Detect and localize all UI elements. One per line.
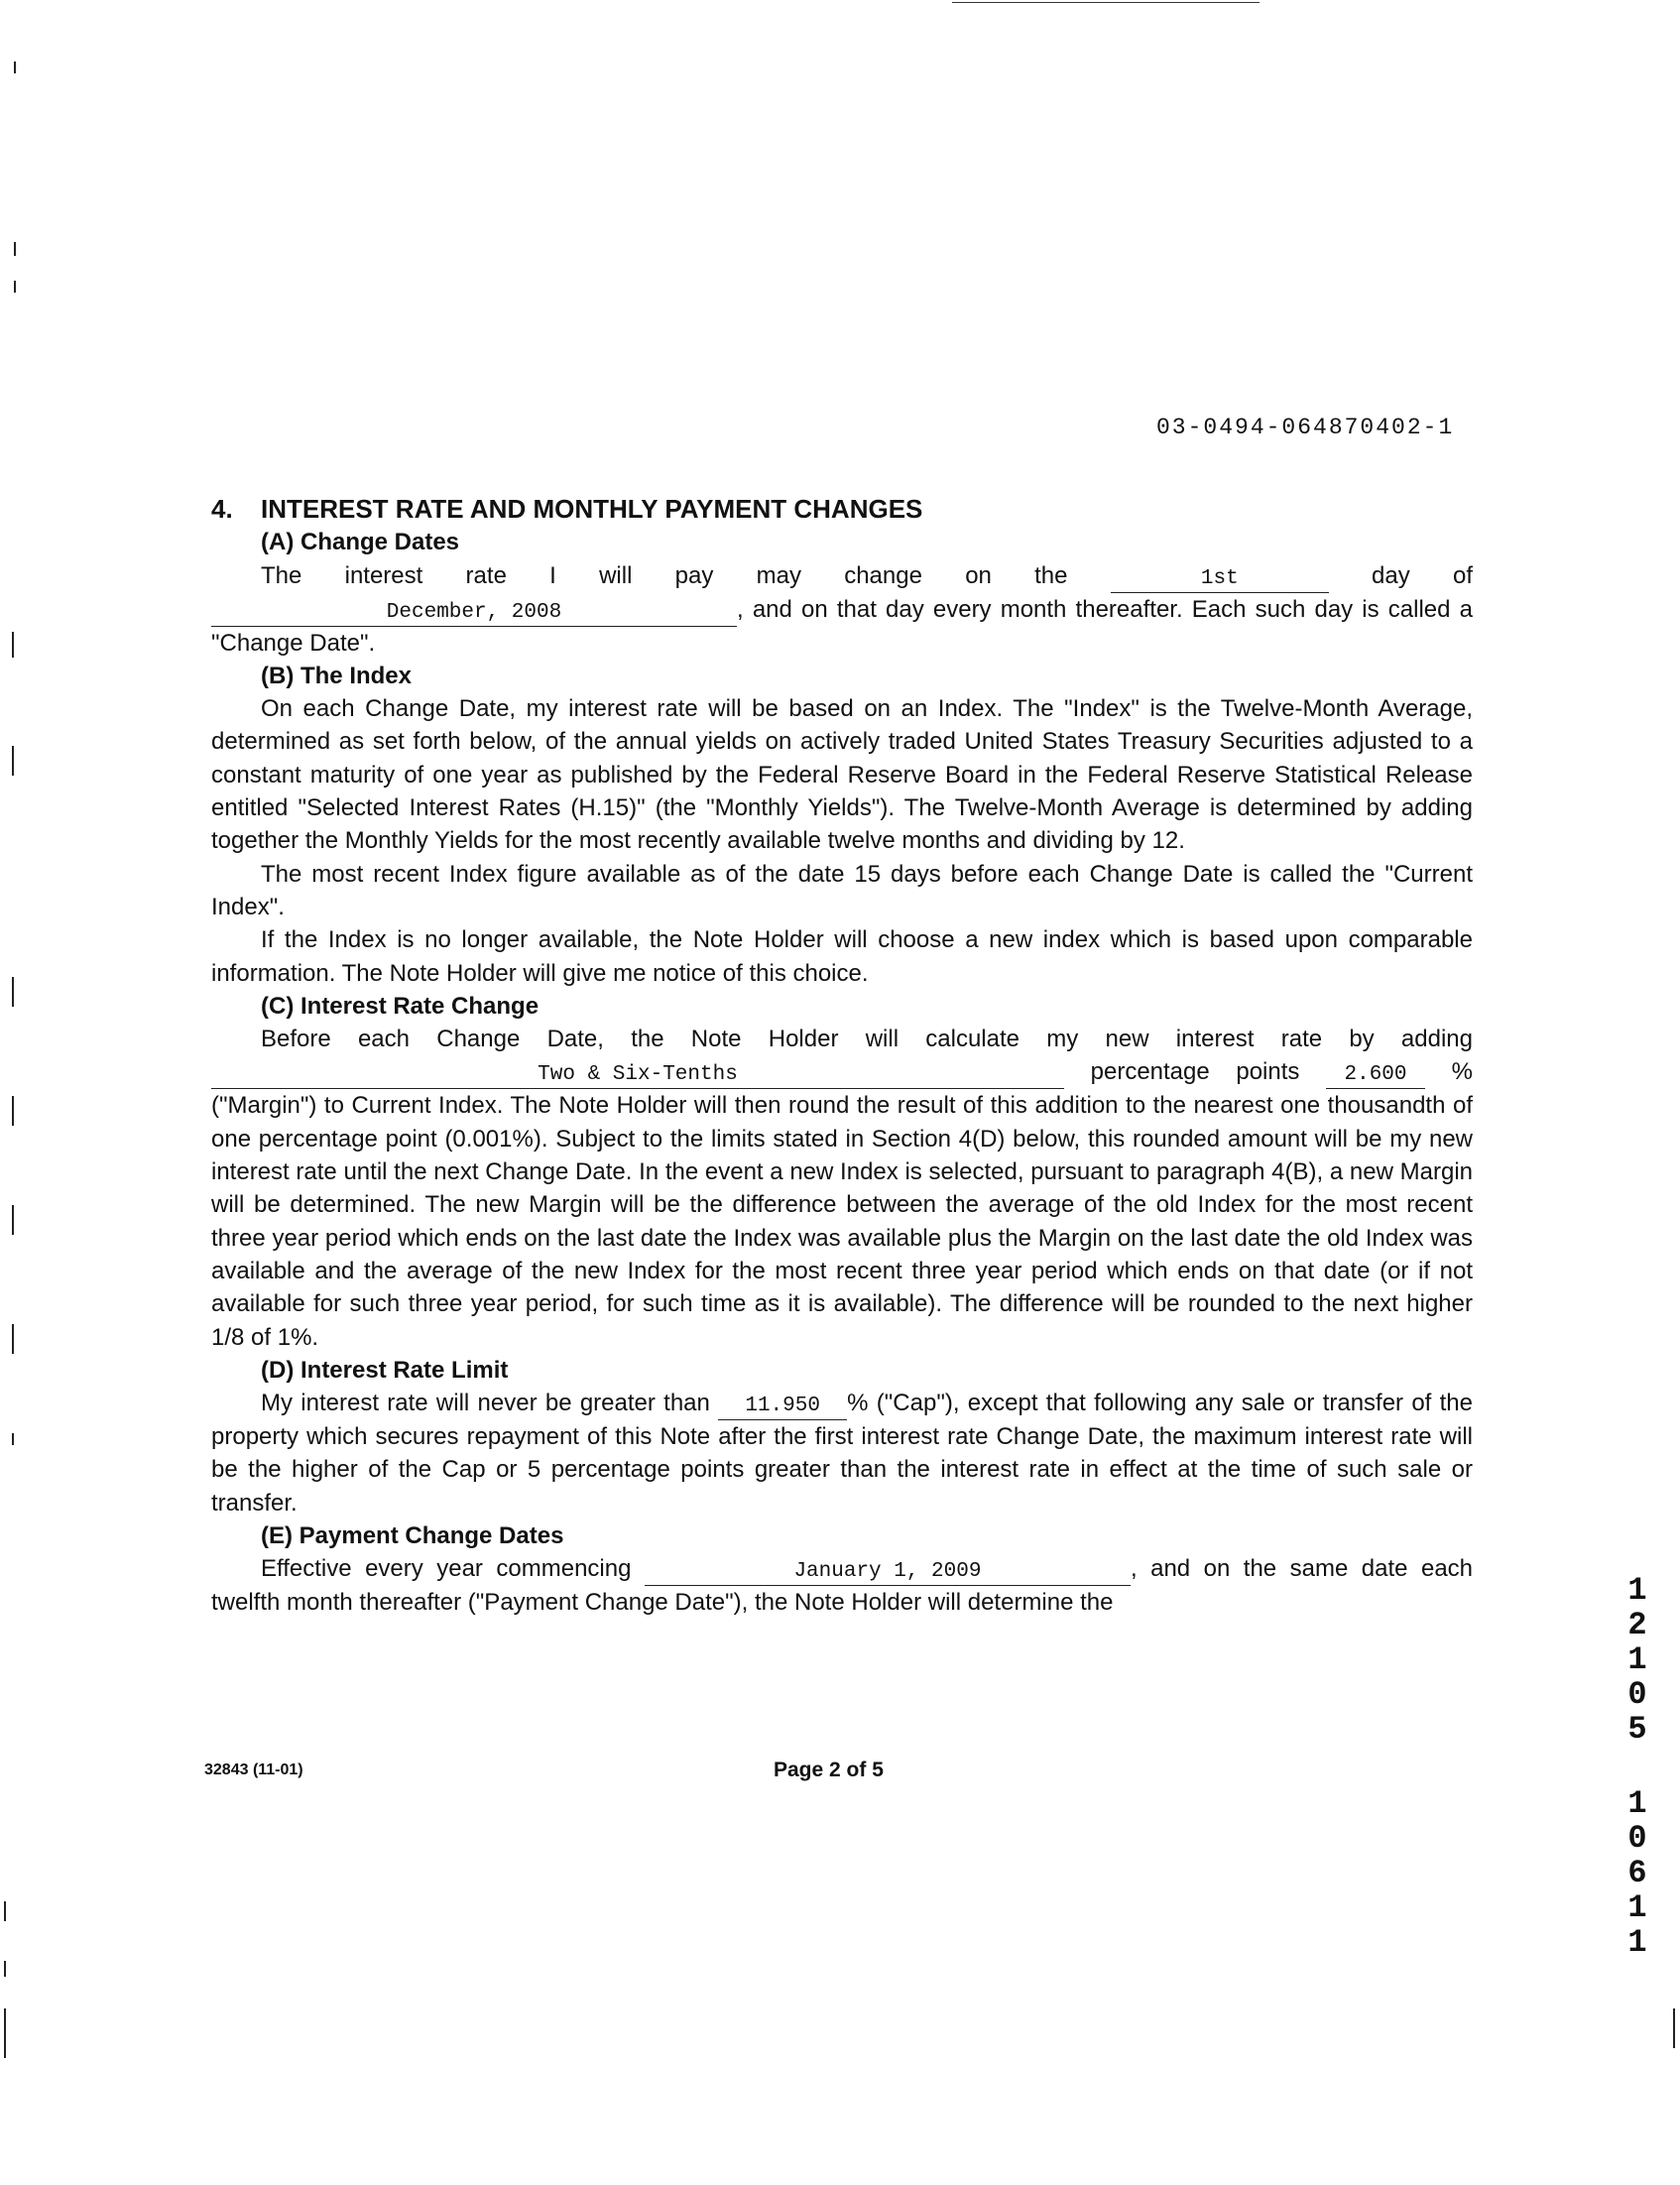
index-heading: (B) The Index xyxy=(261,662,413,689)
side-stamp xyxy=(1622,1573,1652,1960)
note-section-content xyxy=(211,493,1473,1620)
index-paragraph-2: The most recent Index figure available as of the date 15 days before each Change Date is called the "Current Index". xyxy=(211,860,1473,920)
scan-mark xyxy=(14,242,16,256)
scan-mark xyxy=(12,1096,14,1126)
index-paragraph-1: On each Change Date, my interest rate will be based on an Index. The "Index" is the Twelve-Month Average, determined as set forth below, of the annual yields on actively traded United States Treasury Securities adjusted to a constant maturity of one year as published by the Federal Reserve Board in the Federal Reserve Statistical Release entitled "Selected Interest Rates (H.15)" (the "Monthly Yields"). The Twelve-Month Average is determined by adding together the Monthly Yields for the most recently available twelve months and dividing by 12. xyxy=(211,695,1473,855)
scan-mark xyxy=(12,632,14,658)
change-dates-paragraph xyxy=(211,559,1473,660)
stamp-gap xyxy=(1622,1747,1652,1786)
rate-change-text-3: % ("Margin") to Current Index. The Note Holder will then round the result of this addition to the nearest one thousandth of one percentage point (0.001%). Subject to the limits stated in Section 4(D) below, this rounded amount will be my new interest rate until the next Change Date. In the event a new Index is selected, pursuant to paragraph 4(B), a new Margin will be determined. The new Margin will be the difference between the average of the old Index for the most recent three year period which ends on the last date the Index was available plus the Margin on the last date the old Index was available and the average of the new Index for the most recent three year period which ends on that date (or if not available for such three year period, for such time as it is available). The difference will be rounded to the next higher 1/8 of 1%. xyxy=(211,1058,1473,1351)
stamp-digit: 5 xyxy=(1627,1711,1647,1748)
scan-mark xyxy=(12,977,14,1007)
rate-change-paragraph xyxy=(211,1023,1473,1354)
stamp-digit: 1 xyxy=(1627,1641,1647,1678)
stamp-digit: 1 xyxy=(1627,1785,1647,1822)
page-number: Page 2 of 5 xyxy=(774,1759,884,1781)
form-number: 32843 (11-01) xyxy=(204,1761,303,1778)
change-dates-text-2: day of xyxy=(1372,561,1474,589)
rate-limit-paragraph xyxy=(211,1387,1473,1519)
loan-number: 03-0494-064870402-1 xyxy=(1156,415,1455,440)
rate-limit-heading: (D) Interest Rate Limit xyxy=(261,1356,509,1384)
rate-change-text-2: percentage points xyxy=(1090,1058,1300,1086)
margin-value-field: 2.600 xyxy=(1326,1062,1425,1089)
scan-mark xyxy=(12,1205,14,1235)
change-day-field: 1st xyxy=(1111,566,1329,593)
scan-mark xyxy=(4,2008,6,2058)
scan-mark xyxy=(14,61,16,73)
payment-change-heading: (E) Payment Change Dates xyxy=(261,1522,564,1550)
stamp-digit: 0 xyxy=(1627,1820,1647,1857)
stamp-digit: 1 xyxy=(1627,1572,1647,1609)
change-date-field: December, 2008 xyxy=(211,600,737,627)
stamp-digit: 2 xyxy=(1627,1607,1647,1643)
change-dates-heading: (A) Change Dates xyxy=(261,529,460,556)
scan-mark xyxy=(4,1961,6,1977)
payment-change-text-1: Effective every year commencing xyxy=(261,1555,632,1583)
payment-change-date-field: January 1, 2009 xyxy=(645,1559,1131,1586)
rate-change-heading: (C) Interest Rate Change xyxy=(261,992,540,1020)
stamp-digit: 1 xyxy=(1627,1889,1647,1926)
payment-change-text-2: , and on the same date each twelfth month thereafter ("Payment Change Date"), the Note Holder will determine the xyxy=(211,1555,1474,1617)
margin-words-field: Two & Six-Tenths xyxy=(211,1062,1064,1089)
rate-limit-text-1: My interest rate will never be greater than xyxy=(261,1390,710,1417)
scan-mark xyxy=(14,281,16,293)
index-paragraph-3: If the Index is no longer available, the Note Holder will choose a new index which is based upon comparable information. The Note Holder will give me notice of this choice. xyxy=(211,926,1473,987)
change-dates-text-1: The interest rate I will pay may change on the xyxy=(261,561,1068,589)
section-title: INTEREST RATE AND MONTHLY PAYMENT CHANGES xyxy=(261,494,923,524)
top-scan-rule xyxy=(952,2,1260,3)
rate-change-text-1: Before each Change Date, the Note Holder will calculate my new interest rate by adding xyxy=(261,1026,1473,1053)
change-dates-text-3: , and on that day every month thereafter. Each such day is called a "Change Date". xyxy=(211,595,1473,657)
cap-value-field: 11.950 xyxy=(718,1394,847,1420)
scan-mark xyxy=(12,1324,14,1354)
scan-mark xyxy=(12,746,14,776)
stamp-digit: 0 xyxy=(1627,1676,1647,1713)
rate-limit-text-2: % ("Cap"), except that following any sale or transfer of the property which secures repayment of this Note after the first interest rate Change Date, the maximum interest rate will be the higher of the Cap or 5 percentage points greater than the interest rate in effect at the time of such sale or transfer. xyxy=(211,1390,1473,1517)
payment-change-paragraph xyxy=(211,1552,1473,1619)
section-heading xyxy=(211,493,1473,526)
scan-mark xyxy=(4,1901,6,1921)
scan-mark xyxy=(1673,2008,1675,2048)
section-number: 4. xyxy=(211,494,233,524)
stamp-digit: 1 xyxy=(1627,1924,1647,1961)
scan-mark xyxy=(12,1433,14,1445)
stamp-digit: 6 xyxy=(1627,1855,1647,1891)
